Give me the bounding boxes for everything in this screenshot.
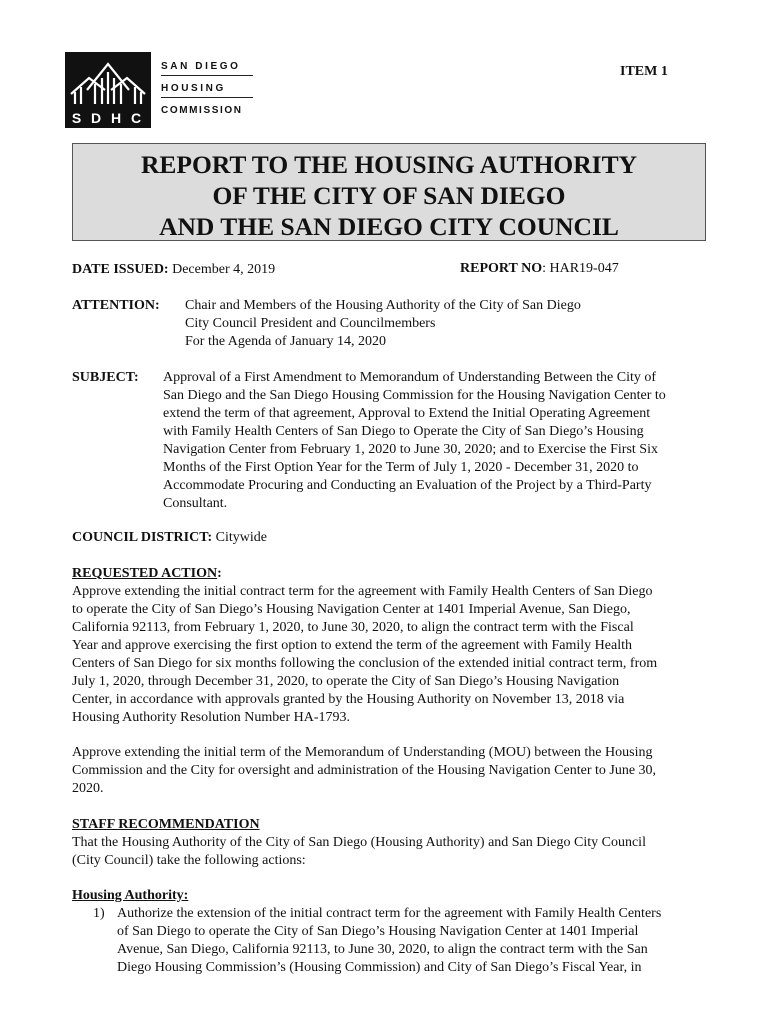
council-district-row <box>72 529 267 547</box>
paragraph-line: July 1, 2020, through December 31, 2020, to operate the City of San Diego’s Housing Navigation <box>72 674 620 689</box>
paragraph-line: 2020. <box>72 781 104 796</box>
staff-recommendation-text <box>72 834 708 870</box>
paragraph-line: Year and approve exercising the first option to extend the term of the agreement with Family Health <box>72 638 632 653</box>
requested-action-text <box>72 583 708 727</box>
svg-text:S D H C: S D H C <box>71 110 145 126</box>
paragraph-line: (City Council) take the following actions: <box>72 853 306 868</box>
paragraph-line: Approve extending the initial term of the Memorandum of Understanding (MOU) between the Housing <box>72 745 653 760</box>
paragraph-line: Approve extending the initial contract term for the agreement with Family Health Centers of San Diego <box>72 584 653 599</box>
housing-authority-heading: Housing Authority: <box>72 888 189 903</box>
sdhc-logo-mark-icon <box>65 52 151 128</box>
attention-line: City Council President and Councilmembers <box>185 316 436 331</box>
mou-extension-text <box>72 744 708 798</box>
attention-line: For the Agenda of January 14, 2020 <box>185 334 387 349</box>
subject-line: San Diego and the San Diego Housing Commission for the Housing Navigation Center to <box>163 388 666 403</box>
list-item-line: Diego Housing Commission’s (Housing Commission) and City of San Diego’s Fiscal Year, in <box>117 960 642 975</box>
logo-line-housing: HOUSING <box>161 80 253 98</box>
paragraph-line: That the Housing Authority of the City of San Diego (Housing Authority) and San Diego City Council <box>72 835 646 850</box>
title-line-2: OF THE CITY OF SAN DIEGO <box>212 181 566 210</box>
date-issued-value: December 4, 2019 <box>172 262 276 277</box>
report-number-row: REPORT NO: HAR19-047 <box>460 261 619 276</box>
list-item-number: 1) <box>93 906 105 921</box>
logo-wordmark <box>161 58 253 123</box>
item-label: ITEM 1 <box>620 64 668 79</box>
attention-label: ATTENTION: <box>72 298 160 313</box>
staff-recommendation-heading: STAFF RECOMMENDATION <box>72 817 260 832</box>
paragraph-line: Center, in accordance with approvals granted by the Housing Authority on November 13, 2018 via <box>72 692 625 707</box>
subject-line: Accommodate Procuring and Conducting an Evaluation of the Project by a Third-Party <box>163 478 652 493</box>
list-item-line: Avenue, San Diego, California 92113, to June 30, 2020, to align the contract term with the San <box>117 942 648 957</box>
attention-line: Chair and Members of the Housing Authority of the City of San Diego <box>185 298 581 313</box>
date-issued-label: DATE ISSUED: <box>72 262 169 277</box>
subject-line: Months of the First Option Year for the Term of July 1, 2020 - December 31, 2020 to <box>163 460 639 475</box>
title-line-1: REPORT TO THE HOUSING AUTHORITY <box>140 150 638 179</box>
paragraph-line: California 92113, from February 1, 2020, to June 30, 2020, to align the contract term with the Fiscal <box>72 620 634 635</box>
paragraph-line: Centers of San Diego for six months following the conclusion of the extended initial contract term, from <box>72 656 658 671</box>
council-district-label: COUNCIL DISTRICT: <box>72 530 213 545</box>
report-number-label: REPORT NO <box>460 261 543 276</box>
paragraph-line: Commission and the City for oversight and administration of the Housing Navigation Center to June 30, <box>72 763 657 778</box>
subject-line: Approval of a First Amendment to Memorandum of Understanding Between the City of <box>163 370 657 385</box>
report-number-value: HAR19-047 <box>549 261 619 276</box>
requested-action-heading: REQUESTED ACTION: <box>72 566 222 581</box>
council-district-value: Citywide <box>215 530 268 545</box>
attention-recipients <box>185 297 705 351</box>
title-line-3: AND THE SAN DIEGO CITY COUNCIL <box>159 212 619 241</box>
subject-label: SUBJECT: <box>72 370 139 385</box>
subject-line: with Family Health Centers of San Diego to Operate the City of San Diego’s Housing <box>163 424 644 439</box>
subject-line: extend the term of that agreement, Approval to Extend the Initial Operating Agreement <box>163 406 651 421</box>
paragraph-line: to operate the City of San Diego’s Housing Navigation Center at 1401 Imperial Avenue, San Diego, <box>72 602 631 617</box>
paragraph-line: Housing Authority Resolution Number HA-1793. <box>72 710 351 725</box>
subject-text <box>163 369 713 513</box>
list-item-line: Authorize the extension of the initial contract term for the agreement with Family Health Centers <box>117 906 662 921</box>
report-title-box <box>72 143 706 241</box>
list-item <box>117 905 708 977</box>
subject-line: Navigation Center from February 1, 2020 to June 30, 2020; and to Exercise the First Six <box>163 442 658 457</box>
logo-line-san-diego: SAN DIEGO <box>161 58 253 76</box>
list-item-line: of San Diego to operate the City of San Diego’s Housing Navigation Center at 1401 Imperial <box>117 924 639 939</box>
subject-line: Consultant. <box>163 496 228 511</box>
sdhc-logo <box>65 52 255 130</box>
logo-line-commission: COMMISSION <box>161 105 243 116</box>
housing-authority-list <box>93 905 708 977</box>
